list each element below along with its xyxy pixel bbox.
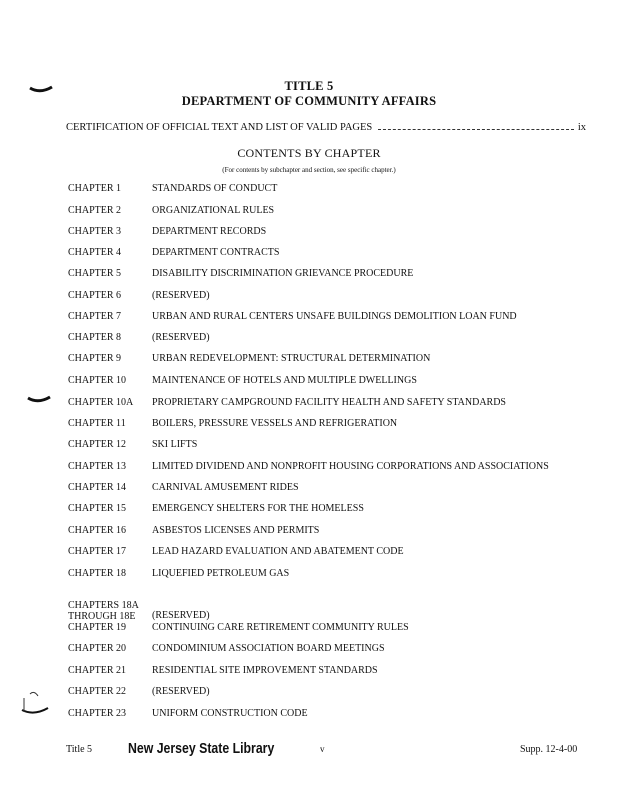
chapter-title: SKI LIFTS	[152, 439, 198, 450]
chapter-title: (RESERVED)	[152, 686, 210, 697]
chapter-title: CARNIVAL AMUSEMENT RIDES	[152, 482, 299, 493]
chapter-number: CHAPTER 16	[68, 525, 127, 536]
chapter-title: ASBESTOS LICENSES AND PERMITS	[152, 525, 320, 536]
certification-page: ix	[577, 122, 586, 133]
chapter-number: CHAPTER 14	[68, 482, 127, 493]
page-footer	[0, 741, 618, 761]
chapter-title: CONDOMINIUM ASSOCIATION BOARD MEETINGS	[152, 643, 385, 654]
certification-label: CERTIFICATION OF OFFICIAL TEXT AND LIST OF VALID PAGES	[66, 122, 373, 133]
chapter-row	[68, 311, 517, 323]
chapter-row	[68, 665, 378, 677]
footer-title: Title 5	[66, 744, 93, 755]
library-stamp: New Jersey State Library	[128, 740, 275, 757]
chapter-title: BOILERS, PRESSURE VESSELS AND REFRIGERATION	[152, 418, 398, 429]
chapter-row	[68, 568, 289, 580]
chapter-number: CHAPTER 19	[68, 622, 127, 633]
chapter-row	[68, 205, 274, 217]
chapter-row	[68, 268, 413, 280]
chapter-title: DEPARTMENT RECORDS	[152, 226, 267, 237]
chapter-row	[68, 622, 409, 634]
chapter-number: CHAPTER 12	[68, 439, 127, 450]
chapter-number: CHAPTER 22	[68, 686, 127, 697]
contents-note: (For contents by subchapter and section, see specific chapter.)	[222, 166, 396, 174]
chapter-title: LEAD HAZARD EVALUATION AND ABATEMENT CODE	[152, 546, 404, 557]
chapter-row	[68, 708, 308, 720]
chapter-title: PROPRIETARY CAMPGROUND FACILITY HEALTH AND SAFETY STANDARDS	[152, 397, 506, 408]
chapter-row	[68, 247, 279, 259]
chapter-title: LIMITED DIVIDEND AND NONPROFIT HOUSING CORPORATIONS AND ASSOCIATIONS	[152, 461, 549, 472]
chapter-row	[68, 290, 210, 302]
chapter-row	[68, 226, 266, 238]
chapter-row	[68, 503, 364, 515]
chapter-number: CHAPTER 8	[68, 332, 122, 343]
chapter-number: CHAPTER 23	[68, 708, 127, 719]
chapter-number: CHAPTER 4	[68, 247, 122, 258]
chapter-title: STANDARDS OF CONDUCT	[152, 183, 278, 194]
chapter-title: ORGANIZATIONAL RULES	[152, 205, 275, 216]
chapter-number: CHAPTER 3	[68, 226, 122, 237]
chapter-title: URBAN REDEVELOPMENT: STRUCTURAL DETERMINATION	[152, 353, 431, 364]
chapter-number: CHAPTER 6	[68, 290, 122, 301]
chapter-row	[68, 418, 397, 430]
chapter-title: (RESERVED)	[152, 332, 210, 343]
title-number: TITLE 5	[284, 79, 334, 93]
chapter-number: CHAPTER 9	[68, 353, 122, 364]
chapter-number: CHAPTER 2	[68, 205, 122, 216]
chapter-number: CHAPTER 11	[68, 418, 126, 429]
chapter-title: DISABILITY DISCRIMINATION GRIEVANCE PROCEDURE	[152, 268, 414, 279]
chapter-row	[68, 546, 404, 558]
chapter-number: CHAPTER 18	[68, 568, 127, 579]
chapter-row	[68, 375, 417, 387]
contents-heading: CONTENTS BY CHAPTER	[237, 146, 381, 160]
chapter-row	[68, 439, 197, 451]
chapter-row	[68, 643, 385, 655]
chapter-row	[68, 600, 210, 622]
chapter-row	[68, 332, 210, 344]
chapter-number: CHAPTERS 18A THROUGH 18E	[68, 600, 139, 622]
chapter-title: MAINTENANCE OF HOTELS AND MULTIPLE DWELLINGS	[152, 375, 417, 386]
chapter-title: (RESERVED)	[152, 610, 210, 621]
chapter-row	[68, 482, 299, 494]
footer-page-number: v	[320, 744, 325, 754]
chapter-number: CHAPTER 15	[68, 503, 127, 514]
chapter-title: UNIFORM CONSTRUCTION CODE	[152, 708, 308, 719]
chapter-title: DEPARTMENT CONTRACTS	[152, 247, 280, 258]
chapter-row	[68, 183, 277, 195]
title-department: DEPARTMENT OF COMMUNITY AFFAIRS	[181, 94, 437, 108]
chapter-title: URBAN AND RURAL CENTERS UNSAFE BUILDINGS DEMOLITION LOAN FUND	[152, 311, 517, 322]
chapter-number: CHAPTER 20	[68, 643, 127, 654]
chapter-title: CONTINUING CARE RETIREMENT COMMUNITY RULES	[152, 622, 409, 633]
chapter-number: CHAPTER 17	[68, 546, 127, 557]
chapter-row	[68, 525, 319, 537]
chapter-title: (RESERVED)	[152, 290, 210, 301]
chapter-row	[68, 461, 549, 473]
chapter-title: EMERGENCY SHELTERS FOR THE HOMELESS	[152, 503, 364, 514]
chapter-number: CHAPTER 13	[68, 461, 127, 472]
chapter-row	[68, 686, 210, 698]
chapter-number: CHAPTER 1	[68, 183, 122, 194]
chapter-row	[68, 353, 430, 365]
chapter-title: LIQUEFIED PETROLEUM GAS	[152, 568, 290, 579]
chapter-number: CHAPTER 10	[68, 375, 127, 386]
chapter-number: CHAPTER 21	[68, 665, 127, 676]
chapter-row	[68, 397, 506, 409]
chapter-number: CHAPTER 7	[68, 311, 122, 322]
chapter-title: RESIDENTIAL SITE IMPROVEMENT STANDARDS	[152, 665, 378, 676]
footer-supplement: Supp. 12-4-00	[520, 744, 578, 755]
chapter-number: CHAPTER 5	[68, 268, 122, 279]
chapter-number: CHAPTER 10A	[68, 397, 134, 408]
